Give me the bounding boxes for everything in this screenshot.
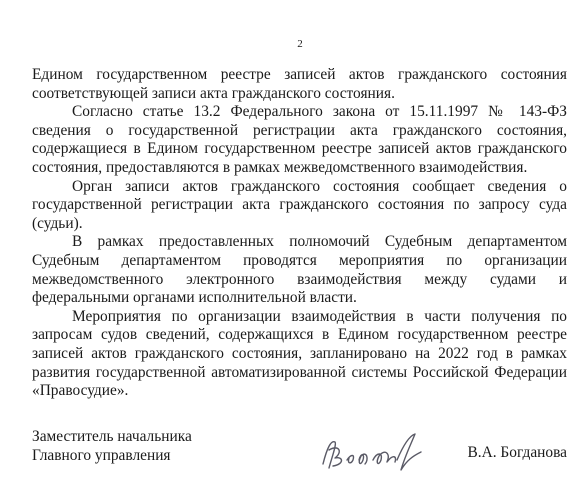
signatory-position-line-1: Заместитель начальника <box>32 428 192 445</box>
paragraph-3: Орган записи актов гражданского состояния сообщает сведения о государственной регистрации акта гражданского состояния по запросу суда (судьи). <box>32 177 567 232</box>
handwritten-signature <box>317 430 427 474</box>
paragraph-5: Мероприятия по организации взаимодействия в части получения по запросам судов сведений, содержащихся в Едином государственном реестре записей актов гражданского состояния, запланировано на 2022 год в рамках развития государственной автоматизированной системы Российской Федерации «Правосудие». <box>32 307 567 400</box>
signature-block <box>32 428 567 478</box>
signatory-name: В.А. Богданова <box>467 444 567 461</box>
page-number: 2 <box>297 38 303 50</box>
paragraph-1: Едином государственном реестре записей актов гражданского состояния соответствующей записи акта гражданского состояния. <box>32 66 567 102</box>
paragraph-4: В рамках предоставленных полномочий Судебным департаментом Судебным департаментом проводятся мероприятия по организации межведомственного электронного взаимодействия между судами и федеральными органами исполнительной власти. <box>32 233 567 307</box>
paragraph-2: Согласно статье 13.2 Федерального закона от 15.11.1997 № 143-ФЗ сведения о государственной регистрации акта гражданского состояния, содержащиеся в Едином государственном реестре записей актов гражданского состояния, предоставляются в рамках межведомственного взаимодействия. <box>32 103 567 176</box>
signatory-position <box>32 428 192 465</box>
signatory-position-line-2: Главного управления <box>32 446 171 464</box>
letter-body <box>32 66 567 401</box>
